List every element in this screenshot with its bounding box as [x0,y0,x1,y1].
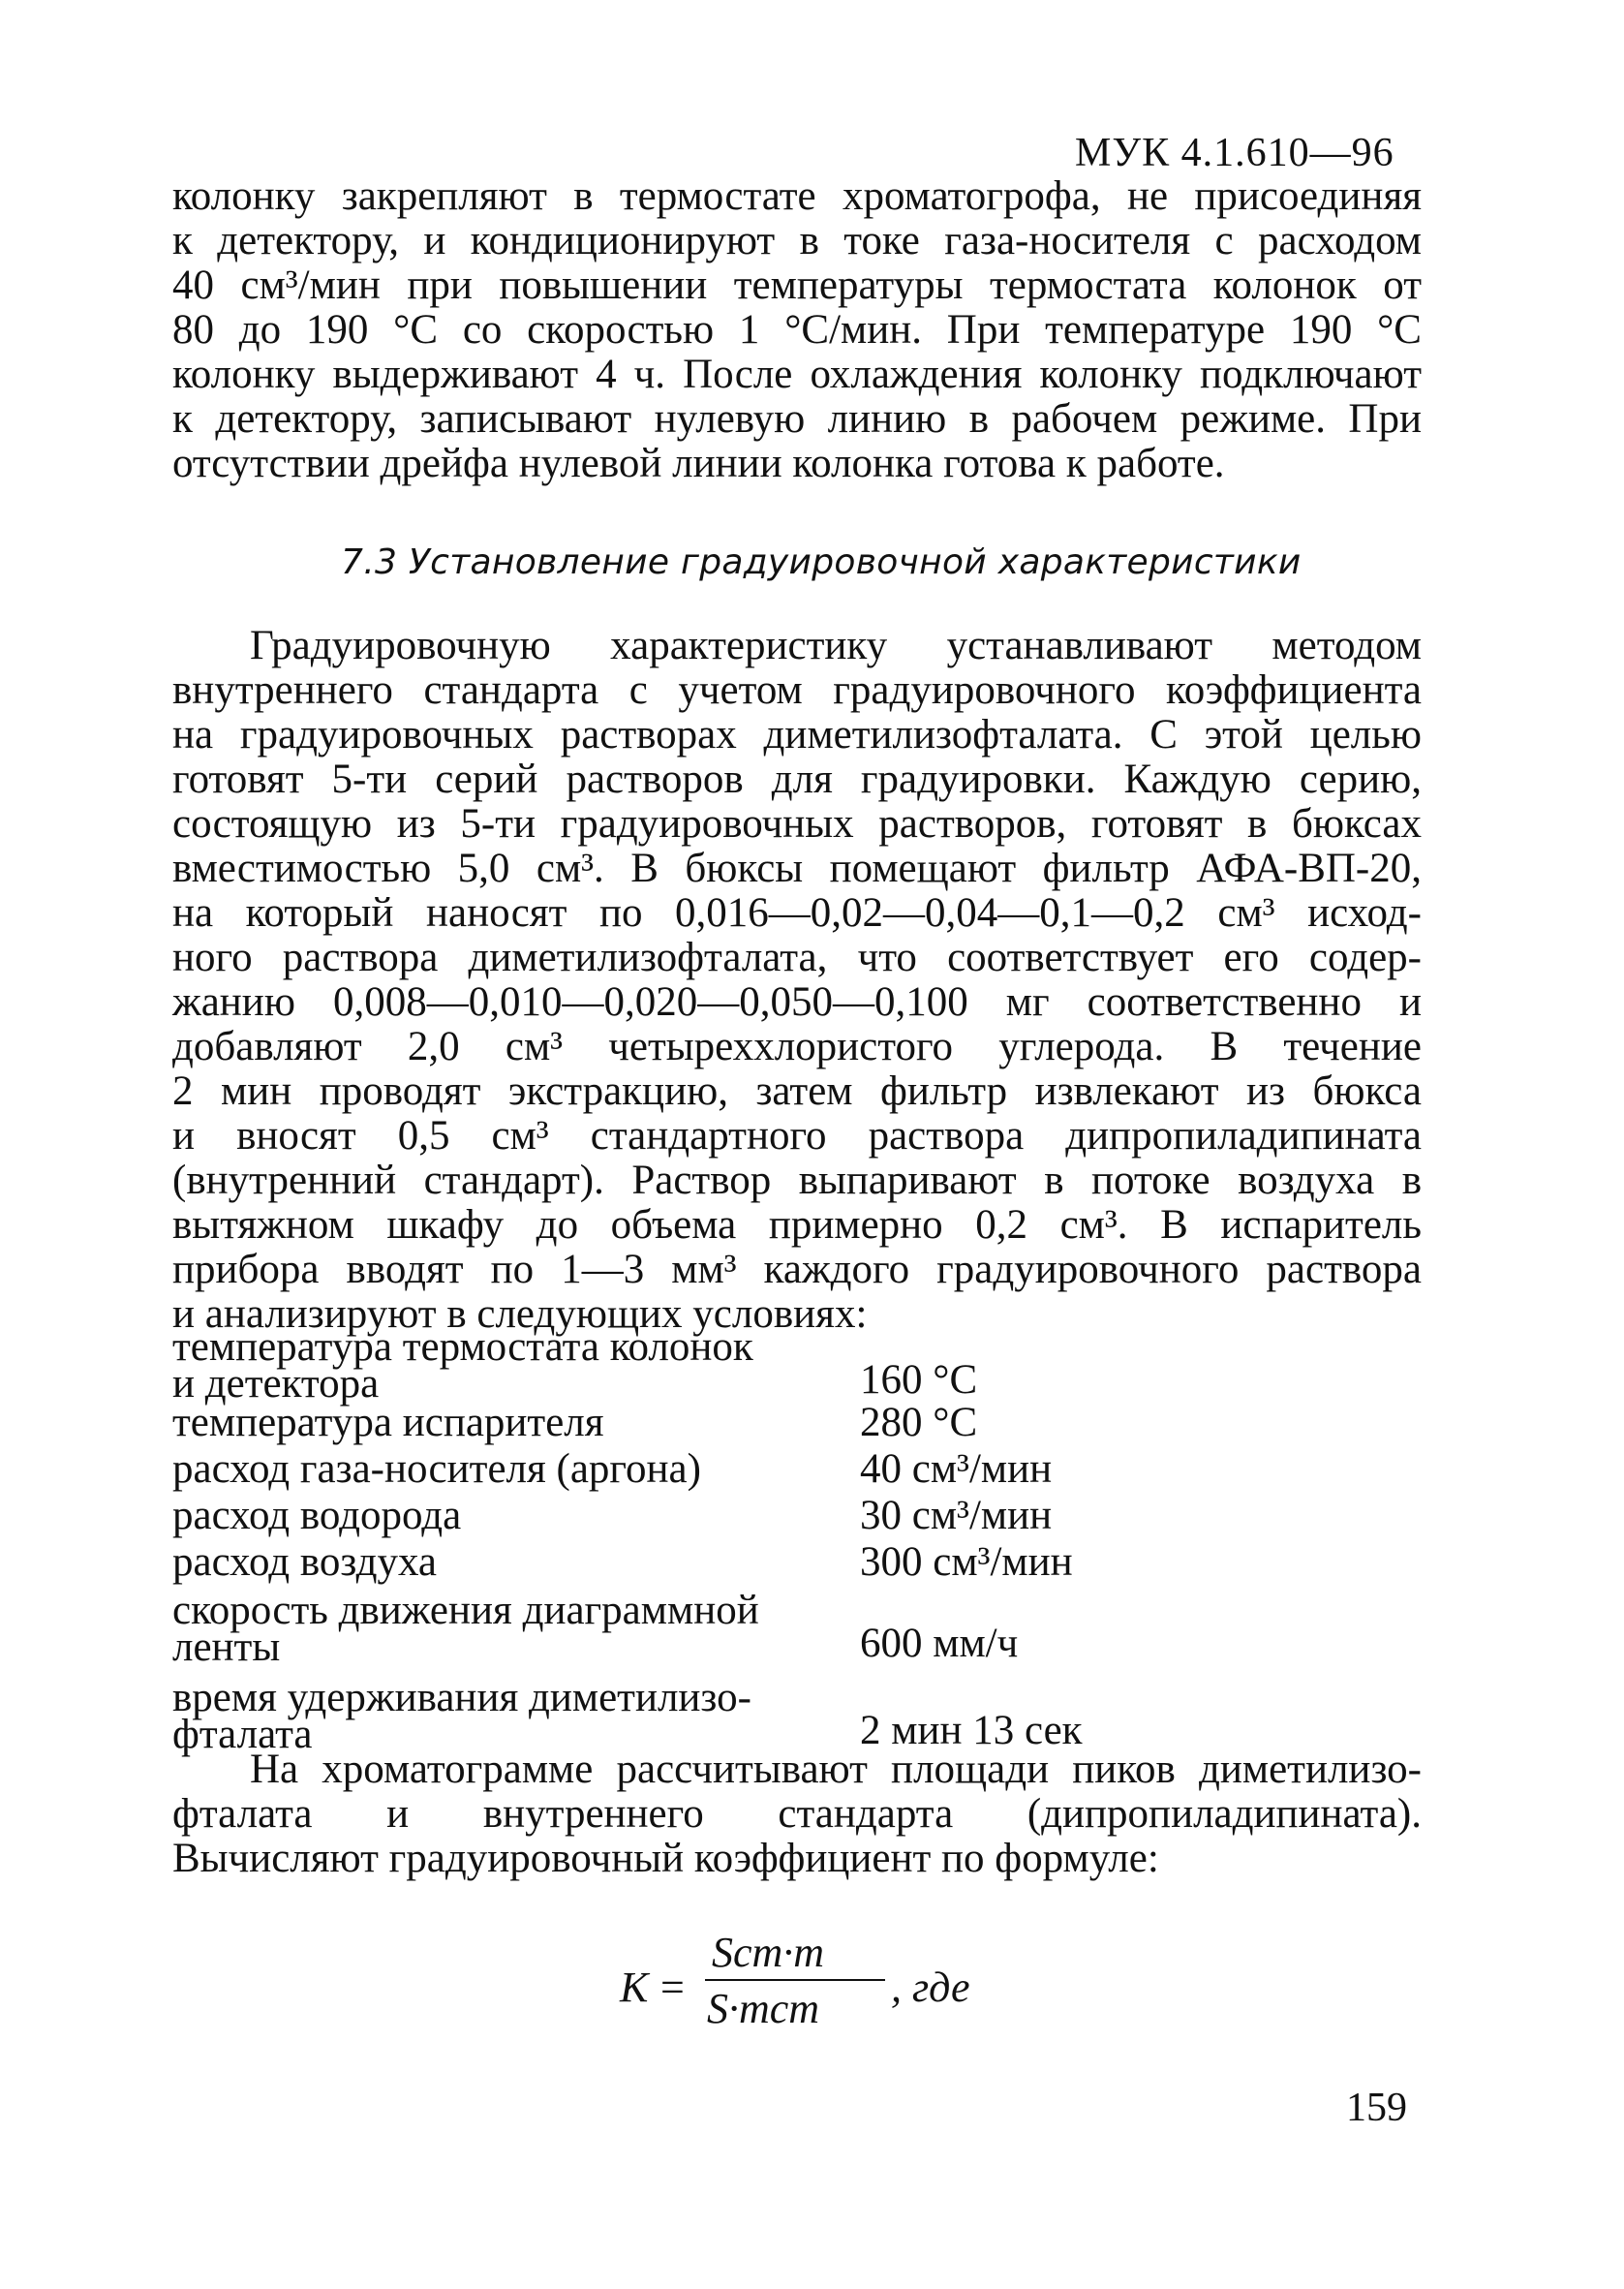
text-line: На хроматограмме рассчитывают площади пиков диметилизо- [250,1747,1422,1792]
paragraph-calibration [172,624,1422,1337]
condition-parameter [172,1324,841,1407]
text-line: внутреннего стандарта с учетом градуировочного коэффициента [172,667,1422,713]
text-line: жанию 0,008—0,010—0,020—0,050—0,100 мг соответственно и [172,979,1422,1025]
condition-value: 2 мин 13 сек [860,1708,1083,1753]
text-line: на градуировочных растворах диметилизофталата. С этой целью [172,712,1422,758]
formula-numerator: Scm·m [712,1929,825,1976]
text-line: Вычисляют градуировочный коэффициент по формуле: [172,1836,1159,1881]
text-line: 2 мин проводят экстракцию, затем фильтр извлекают из бюкса [172,1068,1422,1114]
condition-parameter [172,1588,841,1670]
condition-parameter [172,1400,841,1445]
condition-parameter-line: и детектора [172,1361,380,1407]
text-line: состоящую из 5-ти градуировочных растворов, готовят в бюксах [172,801,1422,847]
text-line: вытяжном шкафу до объема примерно 0,2 см³. В испаритель [172,1202,1422,1248]
paragraph-column-conditioning [172,174,1422,486]
formula-lhs: K [620,1964,649,2011]
condition-parameter [172,1493,841,1538]
condition-value: 300 см³/мин [860,1539,1073,1585]
condition-parameter [172,1539,841,1585]
condition-parameter-line: ленты [172,1624,281,1670]
page-number: 159 [1346,2086,1407,2130]
condition-parameter-line: расход воздуха [172,1539,437,1585]
text-line: колонку выдерживают 4 ч. После охлаждения колонку подключают [172,352,1422,397]
condition-value: 160 °С [860,1357,978,1403]
calibration-coefficient-formula [620,1928,1007,2044]
text-line: вместимостью 5,0 см³. В бюксы помещают фильтр АФА-ВП-20, [172,846,1422,891]
text-line: 40 см³/мин при повышении температуры термостата колонок от [172,263,1422,308]
text-line: и вносят 0,5 см³ стандартного раствора дипропиладипината [172,1113,1422,1159]
condition-value: 280 °С [860,1400,978,1445]
text-line: на который наносят по 0,016—0,02—0,04—0,1—0,2 см³ исход- [172,890,1422,936]
text-line: добавляют 2,0 см³ четыреххлористого углерода. В течение [172,1024,1422,1069]
condition-parameter-line: температура термостата колонок [172,1324,753,1370]
condition-value: 600 мм/ч [860,1621,1019,1666]
text-line: прибора вводят по 1—3 мм³ каждого градуировочного раствора [172,1247,1422,1292]
text-line: ного раствора диметилизофталата, что соответствует его содер- [172,935,1422,980]
condition-parameter-line: время удерживания диметилизо- [172,1675,751,1720]
text-line: 80 до 190 °С со скоростью 1 °С/мин. При температуре 190 °С [172,307,1422,353]
section-heading: 7.3 Установление градуировочной характеристики [341,542,1302,582]
paragraph-peak-areas [172,1748,1422,1881]
condition-value: 40 см³/мин [860,1446,1053,1492]
document-code-header: МУК 4.1.610—96 [1075,131,1394,175]
text-line: (внутренний стандарт). Раствор выпаривают в потоке воздуха в [172,1158,1422,1203]
condition-parameter-line: фталата [172,1712,313,1757]
condition-parameter-line: расход газа-носителя (аргона) [172,1446,701,1492]
text-line: готовят 5-ти серий растворов для градуировки. Каждую серию, [172,757,1422,802]
condition-parameter [172,1446,841,1492]
text-line: колонку закрепляют в термостате хроматогрофа, не присоединяя [172,173,1422,219]
condition-parameter [172,1675,841,1757]
condition-parameter-line: температура испарителя [172,1400,604,1445]
text-line: отсутствии дрейфа нулевой линии колонка готова к работе. [172,441,1225,486]
formula-equals-sign: = [660,1964,685,2011]
formula-denominator: S·mcm [707,1985,820,2032]
text-line: Градуировочную характеристику устанавливают методом [250,623,1422,668]
formula-tail: , где [891,1964,970,2011]
condition-value: 30 см³/мин [860,1493,1053,1538]
text-line: фталата и внутреннего стандарта (дипропиладипината). [172,1791,1422,1837]
formula-fraction-bar [705,1979,885,1981]
text-line: к детектору, и кондиционируют в токе газа-носителя с расходом [172,218,1422,263]
text-line: и анализируют в следующих условиях: [172,1291,868,1337]
text-line: к детектору, записывают нулевую линию в рабочем режиме. При [172,396,1422,442]
condition-parameter-line: скорость движения диаграммной [172,1588,759,1633]
condition-parameter-line: расход водорода [172,1493,462,1538]
